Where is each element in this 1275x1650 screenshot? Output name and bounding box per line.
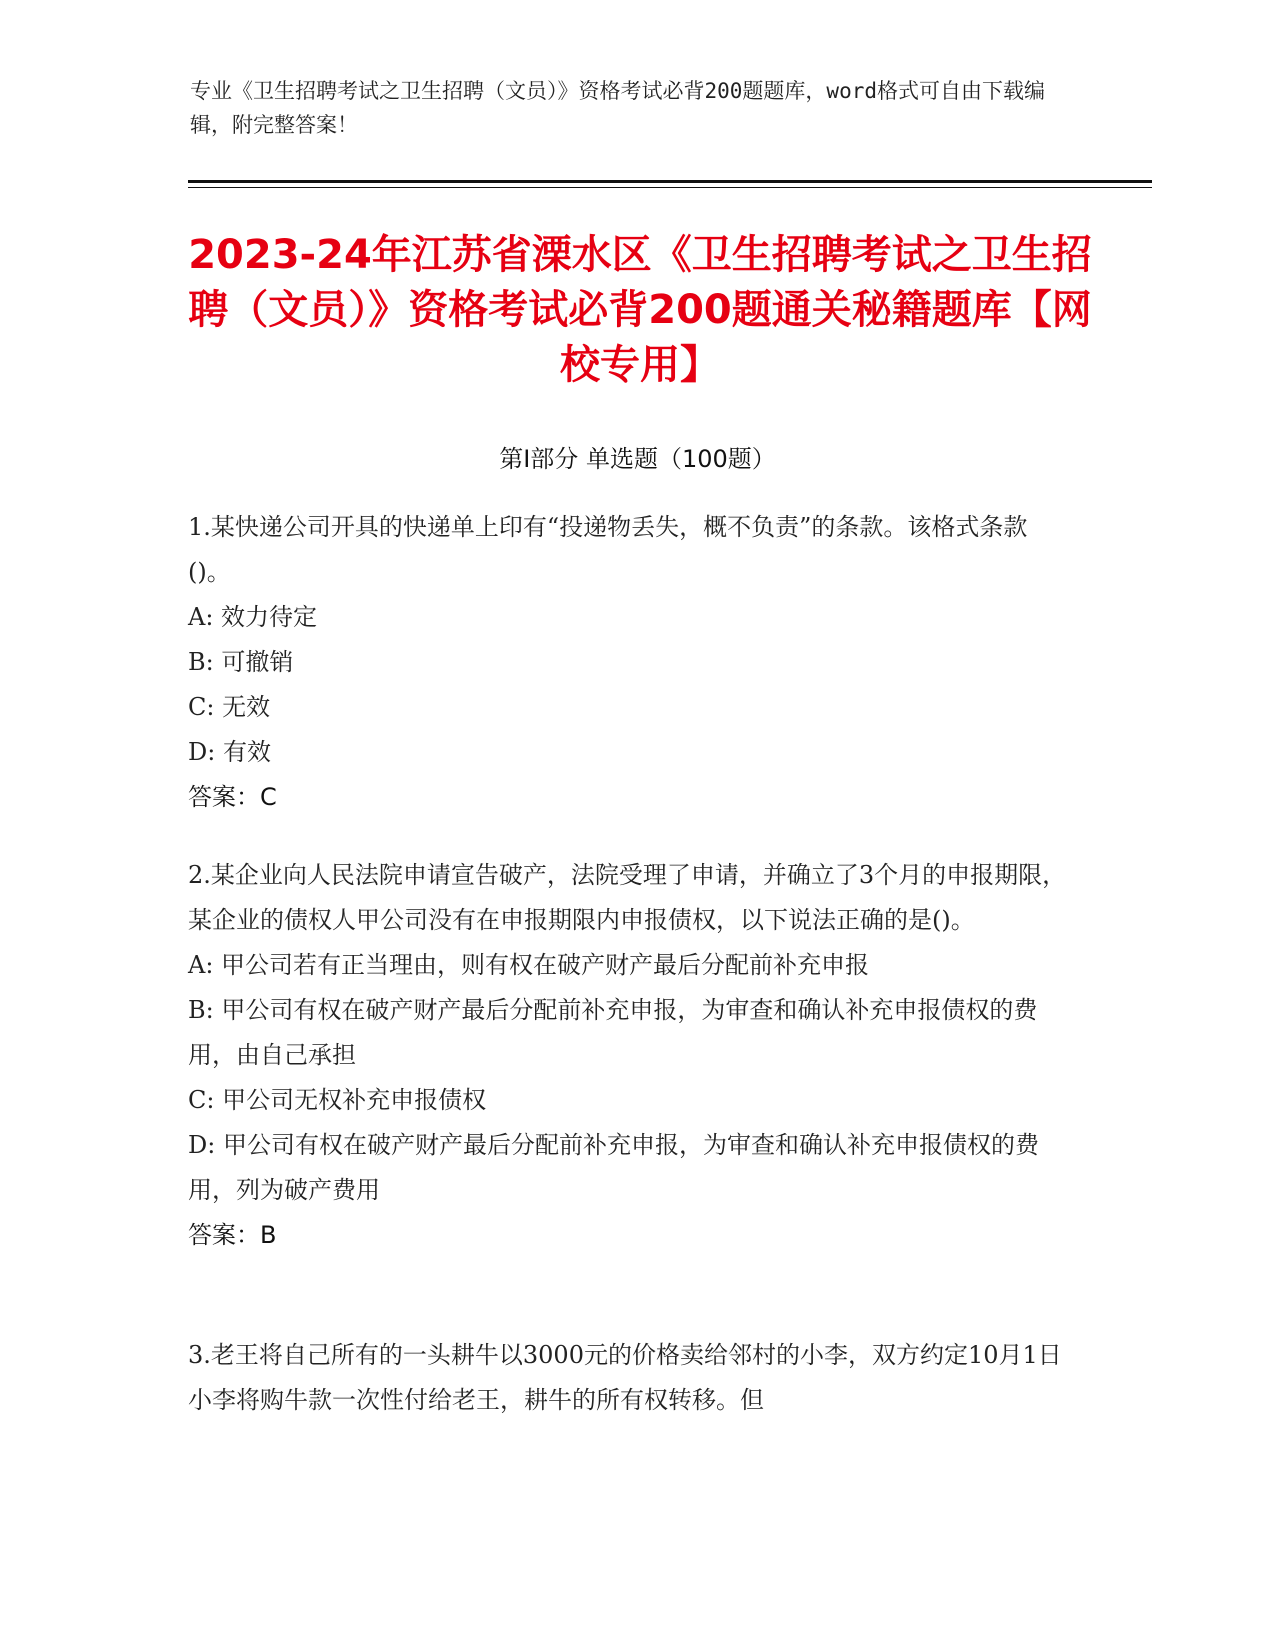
option-d: D: 有效 xyxy=(188,738,271,766)
option-a: A: 效力待定 xyxy=(188,603,318,631)
option-b: B: 可撤销 xyxy=(188,648,294,676)
option-a: A: 甲公司若有正当理由，则有权在破产财产最后分配前补充申报 xyxy=(188,951,870,979)
question-stem: 1.某快递公司开具的快递单上印有“投递物丢失，概不负责”的条款。该格式条款()。 xyxy=(188,513,1028,586)
header-divider-thick xyxy=(188,180,1152,183)
document-title: 2023-24年江苏省溧水区《卫生招聘考试之卫生招聘（文员）》资格考试必背200题通关秘籍题库【网校专用】 xyxy=(188,232,1092,388)
option-c: C: 甲公司无权补充申报债权 xyxy=(188,1086,487,1114)
question-2 xyxy=(188,853,1068,1258)
question-stem: 3.老王将自己所有的一头耕牛以3000元的价格卖给邻村的小李，双方约定10月1日小李将购牛款一次性付给老王，耕牛的所有权转移。但 xyxy=(188,1341,1062,1414)
option-d: D: 甲公司有权在破产财产最后分配前补充申报，为审查和确认补充申报债权的费用，列为破产费用 xyxy=(188,1131,1039,1204)
answer-line: 答案：C xyxy=(188,783,277,811)
header-note: 专业《卫生招聘考试之卫生招聘（文员）》资格考试必背200题题库，word格式可自由下载编辑，附完整答案！ xyxy=(190,79,1045,137)
option-b: B: 甲公司有权在破产财产最后分配前补充申报，为审查和确认补充申报债权的费用，由自己承担 xyxy=(188,996,1038,1069)
question-stem: 2.某企业向人民法院申请宣告破产，法院受理了申请，并确立了3个月的申报期限，某企业的债权人甲公司没有在申报期限内申报债权，以下说法正确的是()。 xyxy=(188,861,1067,934)
question-3 xyxy=(188,1333,1068,1423)
section-heading: 第Ⅰ部分 单选题（100题） xyxy=(499,445,776,473)
question-1 xyxy=(188,505,1068,820)
option-c: C: 无效 xyxy=(188,693,271,721)
header-divider-thin xyxy=(188,187,1152,188)
answer-line: 答案：B xyxy=(188,1221,277,1249)
